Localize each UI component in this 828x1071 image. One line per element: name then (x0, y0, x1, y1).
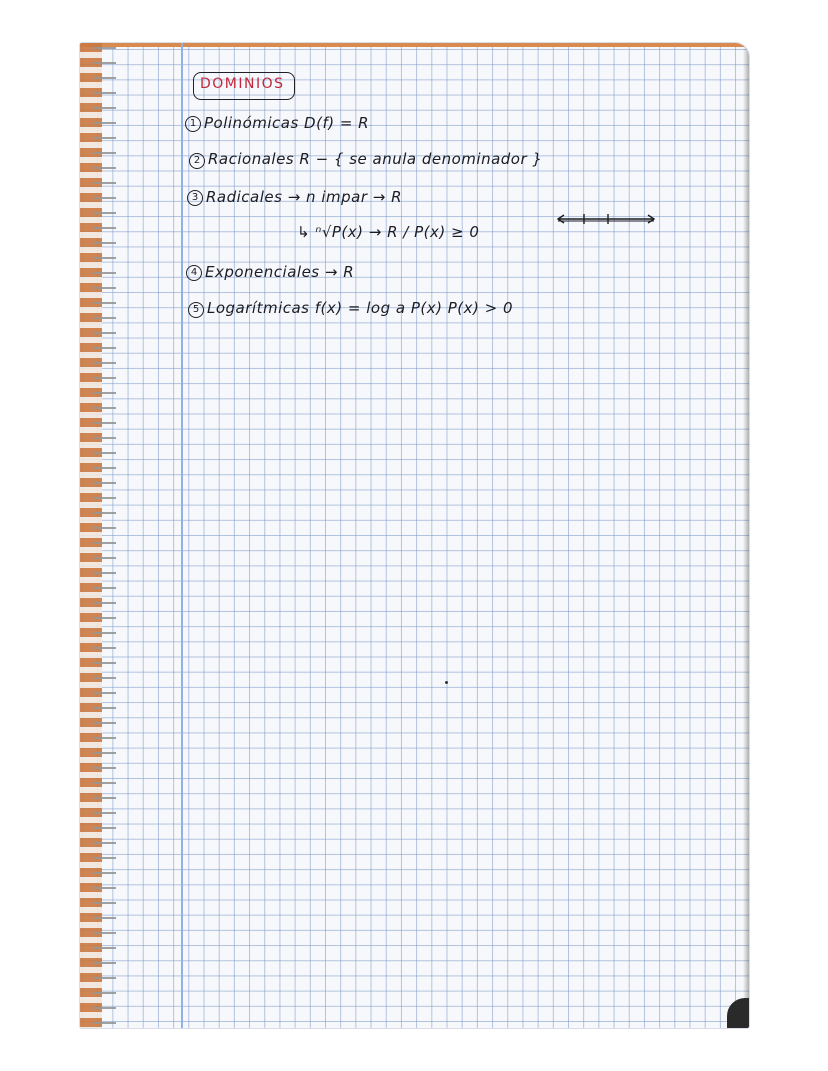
item-number-2: 2 (189, 153, 205, 169)
item-number-4: 4 (186, 265, 202, 281)
number-line-sketch (556, 213, 656, 225)
item-text-4: Exponenciales → R (205, 263, 355, 281)
page-edge-shadow (743, 43, 749, 1028)
margin-line (181, 43, 183, 1028)
item-text-5: Logarítmicas f(x) = log a P(x) P(x) > 0 (207, 299, 513, 317)
item-text-3: Radicales → n impar → R (206, 188, 403, 206)
item-text-2: Racionales R − { se anula denominador } (208, 150, 543, 168)
page-corner (727, 998, 749, 1028)
item-number-5: 5 (188, 302, 204, 318)
spiral-rings (94, 43, 116, 1028)
item-number-3: 3 (187, 190, 203, 206)
notebook-page (80, 43, 749, 1028)
item-number-1: 1 (185, 116, 201, 132)
item-text-1: Polinómicas D(f) = R (204, 114, 370, 132)
page-title: DOMINIOS (200, 76, 285, 92)
radical-subline: ↳ ⁿ√P(x) → R / P(x) ≥ 0 (297, 223, 480, 241)
stray-ink-dot (445, 681, 448, 684)
